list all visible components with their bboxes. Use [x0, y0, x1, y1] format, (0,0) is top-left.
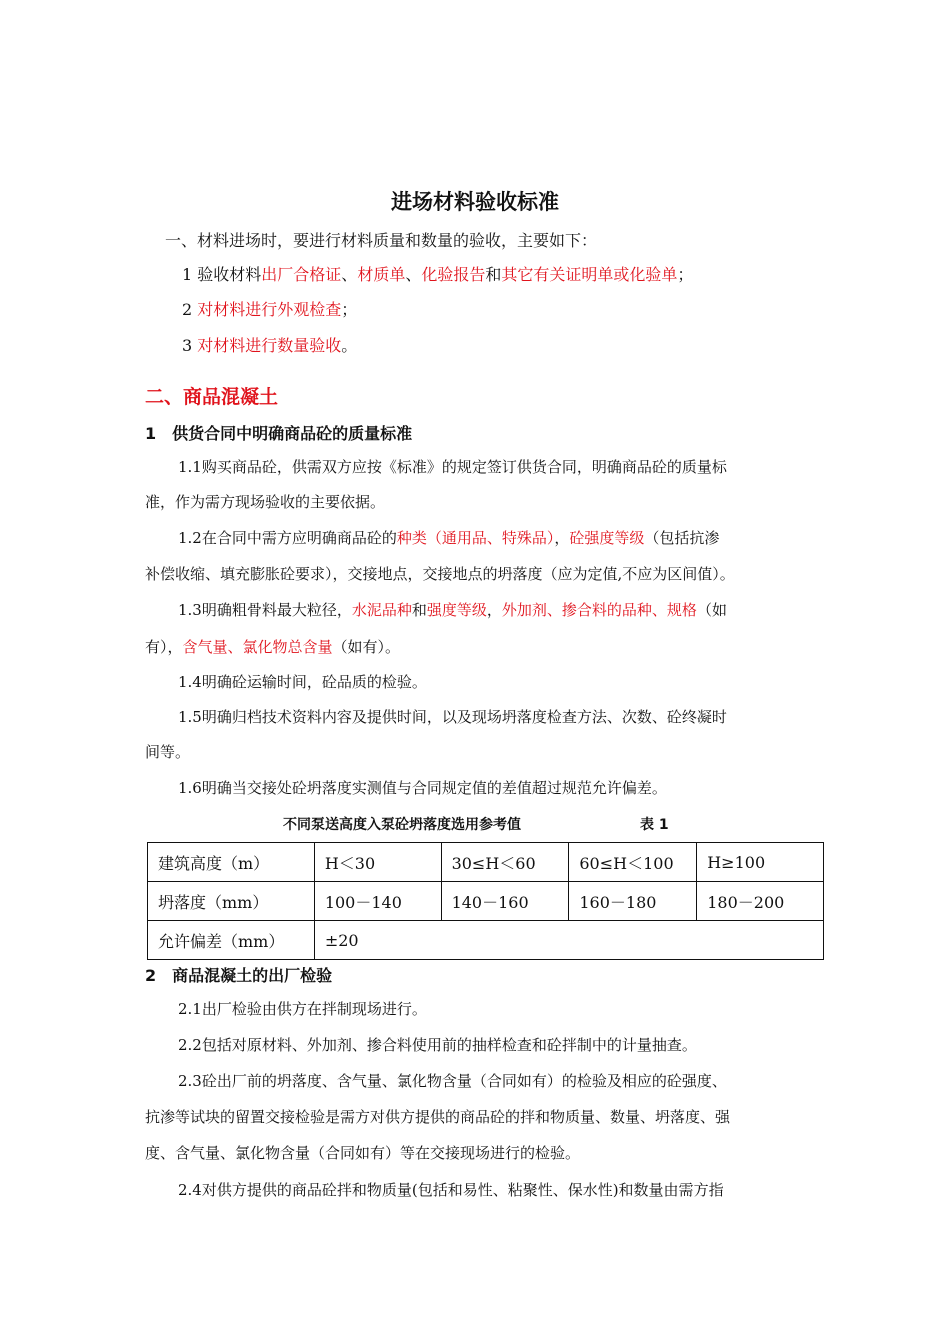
para-1-3-line1 — [178, 599, 727, 621]
table-cell: 100－140 — [314, 882, 441, 921]
table-cell: 60≤H＜100 — [569, 843, 697, 882]
para-1-6: 1.6明确当交接处砼坍落度实测值与合同规定值的差值超过规范允许偏差。 — [178, 779, 667, 797]
table-row — [148, 921, 824, 960]
item3-text: 对材料进行数量验收 — [197, 336, 342, 355]
item1-material-sheet: 材质单 — [357, 265, 406, 284]
item2-end: ； — [341, 300, 358, 319]
p12-type: 种类（通用品、特殊品） — [396, 529, 555, 547]
para-1-2-line1 — [178, 527, 719, 549]
item1-end: ； — [677, 265, 694, 284]
para-1-1-line1: 1.1购买商品砼，供需双方应按《标准》的规定签订供货合同，明确商品砼的质量标 — [178, 458, 727, 476]
para-1-2-line2: 补偿收缩、填充膨胀砼要求），交接地点，交接地点的坍落度（应为定值,不应为区间值）。 — [145, 565, 735, 583]
table-number: 表 1 — [640, 817, 669, 833]
para-2-3-line1: 2.3砼出厂前的坍落度、含气量、氯化物含量（合同如有）的检验及相应的砼强度、 — [178, 1072, 727, 1090]
para-2-4: 2.4对供方提供的商品砼拌和物质量(包括和易性、粘聚性、保水性)和数量由需方指 — [178, 1181, 724, 1199]
para-1-3-line2 — [145, 636, 400, 658]
subsection1-heading: 1 供货合同中明确商品砼的质量标准 — [145, 424, 413, 443]
p12-e: （包括抗渗 — [644, 529, 720, 547]
para-1-5-line2: 间等。 — [145, 743, 191, 761]
table-row — [148, 843, 824, 882]
item1-test-report: 化验报告 — [421, 265, 486, 284]
table-cell: 30≤H＜60 — [441, 843, 569, 882]
p13b-air: 含气量、氯化物总含量 — [182, 638, 333, 656]
para-2-3-line3: 度、含气量、氯化物含量（合同如有）等在交接现场进行的检验。 — [145, 1144, 581, 1162]
item2-text: 对材料进行外观检查 — [197, 300, 342, 319]
table-cell: H≥100 — [697, 843, 824, 882]
p13-additives: 外加剂、掺合料的品种、规格 — [501, 601, 697, 619]
p12-a: 1.2在合同中需方应明确商品砼的 — [178, 529, 397, 547]
p13-and: 和 — [411, 601, 427, 619]
table-cell: 140－160 — [441, 882, 569, 921]
table-row — [148, 882, 824, 921]
p13-strength: 强度等级 — [426, 601, 487, 619]
p13b-c: （如有）。 — [332, 638, 401, 656]
para-1-1-line2: 准，作为需方现场验收的主要依据。 — [145, 493, 386, 511]
p13-cement: 水泥品种 — [351, 601, 412, 619]
item2-num: 2 — [182, 300, 198, 319]
p13-sep: ， — [486, 601, 502, 619]
para-2-3-line2: 抗渗等试块的留置交接检验是需方对供方提供的商品砼的拌和物质量、数量、坍落度、强 — [145, 1108, 731, 1126]
p13b-a: 有）， — [145, 638, 183, 656]
p12-strength: 砼强度等级 — [569, 529, 645, 547]
table-cell: 允许偏差（mm） — [148, 921, 315, 960]
p13-a: 1.3明确粗骨料最大粒径， — [178, 601, 352, 619]
table-caption: 不同泵送高度入泵砼坍落度选用参考值 — [283, 817, 521, 833]
page-title: 进场材料验收标准 — [391, 190, 559, 214]
section1-intro: 一、材料进场时，要进行材料质量和数量的验收，主要如下： — [165, 231, 598, 250]
para-2-2: 2.2包括对原材料、外加剂、掺合料使用前的抽样检查和砼拌制中的计量抽查。 — [178, 1036, 697, 1054]
item1-certificate: 出厂合格证 — [261, 265, 342, 284]
table-cell: 160－180 — [569, 882, 697, 921]
table-cell: 坍落度（mm） — [148, 882, 315, 921]
item1-other-docs: 其它有关证明单或化验单 — [501, 265, 678, 284]
table-cell: H＜30 — [314, 843, 441, 882]
section2-heading: 二、商品混凝土 — [145, 386, 279, 408]
table-cell: 180－200 — [697, 882, 824, 921]
para-1-4: 1.4明确砼运输时间，砼品质的检验。 — [178, 673, 427, 691]
table-cell: ±20 — [314, 921, 823, 960]
list-item-3 — [182, 335, 357, 357]
item1-sep2: 、 — [405, 265, 422, 284]
item3-end: 。 — [341, 336, 358, 355]
list-item-2 — [182, 299, 357, 321]
subsection2-heading: 2 商品混凝土的出厂检验 — [145, 966, 333, 985]
item1-and: 和 — [485, 265, 502, 284]
item3-num: 3 — [182, 336, 198, 355]
para-2-1: 2.1出厂检验由供方在拌制现场进行。 — [178, 1000, 427, 1018]
item1-sep1: 、 — [341, 265, 358, 284]
slump-table — [147, 842, 824, 960]
table-cell: 建筑高度（m） — [148, 843, 315, 882]
p12-c: ， — [554, 529, 570, 547]
p13-g: （如 — [696, 601, 727, 619]
item1-text: 1 验收材料 — [182, 265, 262, 284]
para-1-5-line1: 1.5明确归档技术资料内容及提供时间，以及现场坍落度检查方法、次数、砼终凝时 — [178, 708, 727, 726]
list-item-1 — [182, 264, 693, 286]
